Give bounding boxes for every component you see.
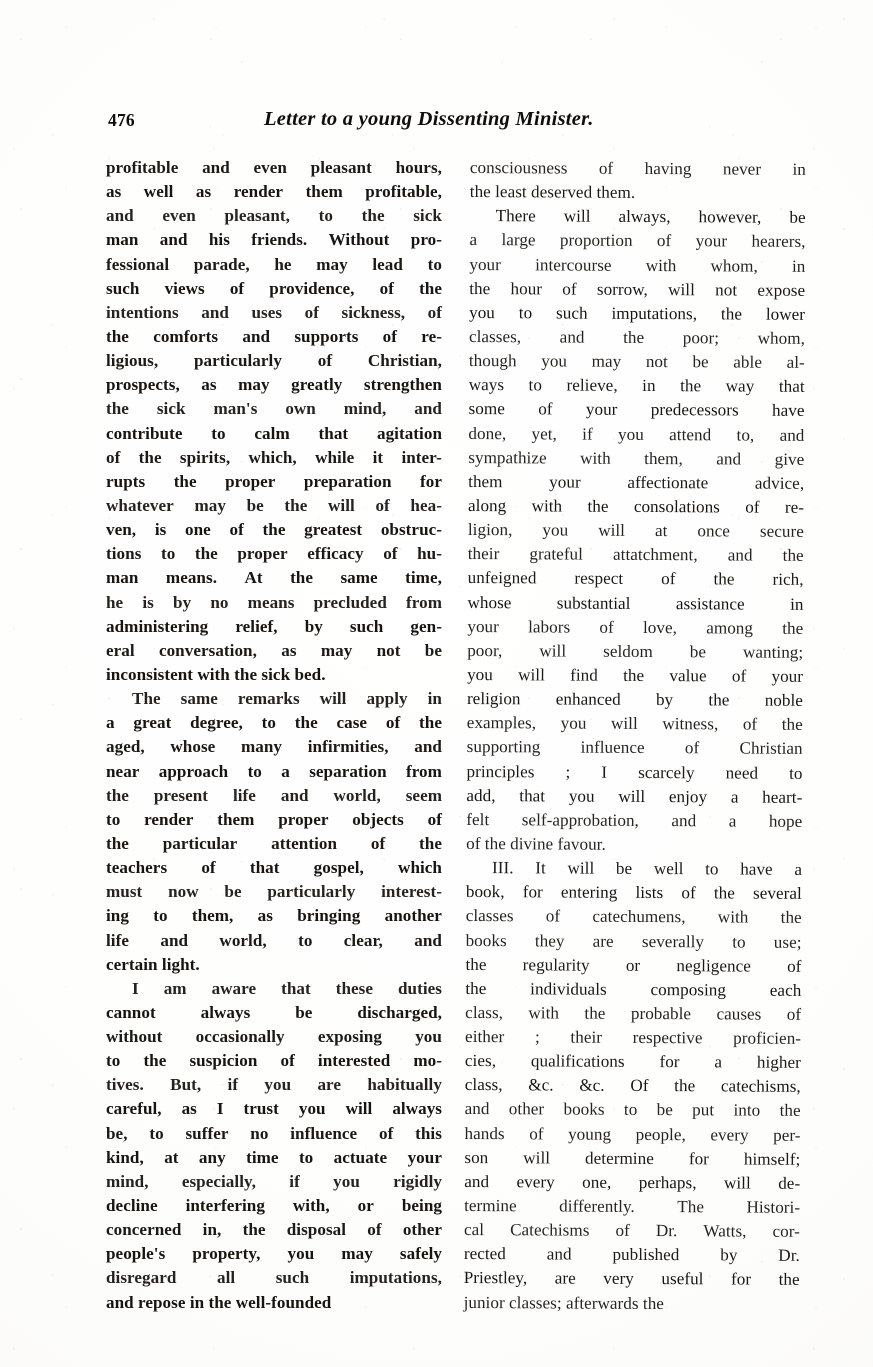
text-line: and even pleasant, to the sick <box>106 206 442 226</box>
text-line: hands of young people, every per- <box>464 1123 801 1145</box>
page-number: 476 <box>108 110 135 130</box>
text-line: you will find the value of your <box>467 664 804 686</box>
text-line: and other books to be put into the <box>464 1099 801 1121</box>
text-line: as well as render them profitable, <box>106 182 442 202</box>
text-line: man and his friends. Without pro- <box>106 230 442 250</box>
text-line: add, that you will enjoy a heart- <box>466 785 803 807</box>
text-line: sympathize with them, and give <box>468 447 805 469</box>
text-line: cal Catechisms of Dr. Watts, cor- <box>463 1220 801 1242</box>
text-line: teachers of that gospel, which <box>106 858 442 878</box>
text-line: he is by no means precluded from <box>106 592 442 612</box>
text-line: I am aware that these duties <box>132 978 442 998</box>
text-line: the least deserved them. <box>469 182 636 203</box>
text-line: decline interfering with, or being <box>106 1196 442 1216</box>
text-line: the sick man's own mind, and <box>106 399 442 419</box>
text-line: son will determine for himself; <box>464 1147 801 1169</box>
text-line: inconsistent with the sick bed. <box>106 664 326 684</box>
text-line: profitable and even pleasant hours, <box>106 158 442 177</box>
text-line: termine differently. The Histori- <box>464 1196 801 1217</box>
text-line: without occasionally exposing you <box>106 1027 442 1047</box>
text-line: rupts the proper preparation for <box>106 471 442 491</box>
text-line: cannot always be discharged, <box>106 1002 442 1022</box>
text-line: ligious, particularly of Christian, <box>106 351 442 371</box>
column-left <box>106 156 442 1315</box>
text-line: book, for entering lists of the several <box>465 882 802 904</box>
text-line: administering relief, by such gen- <box>106 616 442 636</box>
text-line: such views of providence, of the <box>106 278 442 298</box>
text-line: mind, especially, if you rigidly <box>106 1171 442 1191</box>
text-line: to the suspicion of interested mo- <box>106 1051 442 1071</box>
text-line: ing to them, as bringing another <box>106 906 442 926</box>
text-line: whatever may be the will of hea- <box>106 495 442 515</box>
text-line: concerned in, the disposal of other <box>106 1220 442 1240</box>
text-line: either ; their respective proficien- <box>465 1027 802 1048</box>
text-line: felt self-approbation, and a hope <box>466 809 803 831</box>
text-line: the individuals composing each <box>465 978 802 1000</box>
text-line: ways to relieve, in the way that <box>468 375 805 397</box>
text-line: some of your predecessors have <box>468 399 805 421</box>
text-line: life and world, to clear, and <box>106 930 442 950</box>
text-line: a large proportion of your hearers, <box>469 230 806 252</box>
text-line: your labors of love, among the <box>467 616 804 638</box>
text-line: books they are severally to use; <box>465 930 802 952</box>
text-line: kind, at any time to actuate your <box>106 1147 442 1167</box>
text-line: man means. At the same time, <box>106 568 442 588</box>
column-right-lines <box>464 156 806 1317</box>
text-line: unfeigned respect of the rich, <box>467 568 804 590</box>
text-line: tives. But, if you are habitually <box>106 1075 442 1095</box>
text-line: along with the consolations of re- <box>467 495 805 517</box>
text-line: III. It will be well to have a <box>491 858 803 879</box>
text-line: to render them proper objects of <box>106 809 442 829</box>
text-line: tions to the proper efficacy of hu- <box>106 544 442 564</box>
text-line: must now be particularly interest- <box>106 882 442 902</box>
text-line: classes, and the poor; whom, <box>468 326 805 348</box>
text-line: and every one, perhaps, will de- <box>464 1171 801 1193</box>
text-line: cies, qualifications for a higher <box>464 1051 801 1073</box>
text-line: The same remarks will apply in <box>132 689 442 709</box>
text-line: aged, whose many infirmities, and <box>106 737 442 757</box>
text-line: your intercourse with whom, in <box>469 254 806 276</box>
column-right <box>463 156 806 1315</box>
text-line: their grateful attatchment, and the <box>467 544 804 566</box>
text-line: class, with the probable causes of <box>465 1002 802 1024</box>
column-left-lines <box>106 156 442 1315</box>
text-line: a great degree, to the case of the <box>106 713 442 733</box>
text-line: careful, as I trust you will always <box>106 1099 442 1119</box>
text-line: and repose in the well-founded <box>106 1292 332 1312</box>
running-head <box>108 110 808 136</box>
text-line: ligion, you will at once secure <box>467 520 804 541</box>
text-line: fessional parade, he may lead to <box>106 254 442 274</box>
text-line: of the divine favour. <box>466 833 606 854</box>
text-line: ven, is one of the greatest obstruc- <box>106 520 442 540</box>
text-line: whose substantial assistance in <box>467 592 804 614</box>
text-line: near approach to a separation from <box>106 761 442 781</box>
text-line: the present life and world, seem <box>106 785 442 805</box>
text-line: done, yet, if you attend to, and <box>468 423 805 445</box>
text-line: consciousness of having never in <box>469 157 806 179</box>
text-line: you to such imputations, the lower <box>469 302 806 324</box>
text-line: the comforts and supports of re- <box>106 326 442 346</box>
text-line: class, &c. &c. Of the catechisms, <box>464 1075 801 1097</box>
text-line: of the spirits, which, while it inter- <box>106 447 442 467</box>
text-line: the regularity or negligence of <box>465 954 802 976</box>
text-line: Priestley, are very useful for the <box>463 1268 800 1290</box>
text-line: disregard all such imputations, <box>106 1268 442 1288</box>
text-line: There will always, however, be <box>495 206 806 228</box>
text-line: principles ; I scarcely need to <box>466 761 803 783</box>
text-line: certain light. <box>106 954 200 974</box>
text-line: supporting influence of Christian <box>466 737 803 759</box>
text-line: them your affectionate advice, <box>468 471 805 493</box>
text-line: classes of catechumens, with the <box>465 906 802 928</box>
text-line: intentions and uses of sickness, of <box>106 302 442 322</box>
text-line: people's property, you may safely <box>106 1244 442 1264</box>
text-line: eral conversation, as may not be <box>106 640 442 660</box>
text-line: be, to suffer no influence of this <box>106 1123 442 1143</box>
text-line: contribute to calm that agitation <box>106 423 442 443</box>
text-line: junior classes; afterwards the <box>463 1292 665 1313</box>
text-line: religion enhanced by the noble <box>466 689 804 710</box>
text-line: poor, will seldom be wanting; <box>467 640 804 662</box>
text-line: prospects, as may greatly strengthen <box>106 375 442 395</box>
text-line: rected and published by Dr. <box>463 1244 800 1266</box>
text-line: though you may not be able al- <box>468 351 805 372</box>
text-line: the particular attention of the <box>106 833 442 853</box>
text-line: examples, you will witness, of the <box>466 713 803 735</box>
text-line: the hour of sorrow, will not expose <box>469 278 806 300</box>
running-head-title: Letter to a young Dissenting Minister. <box>264 108 594 130</box>
